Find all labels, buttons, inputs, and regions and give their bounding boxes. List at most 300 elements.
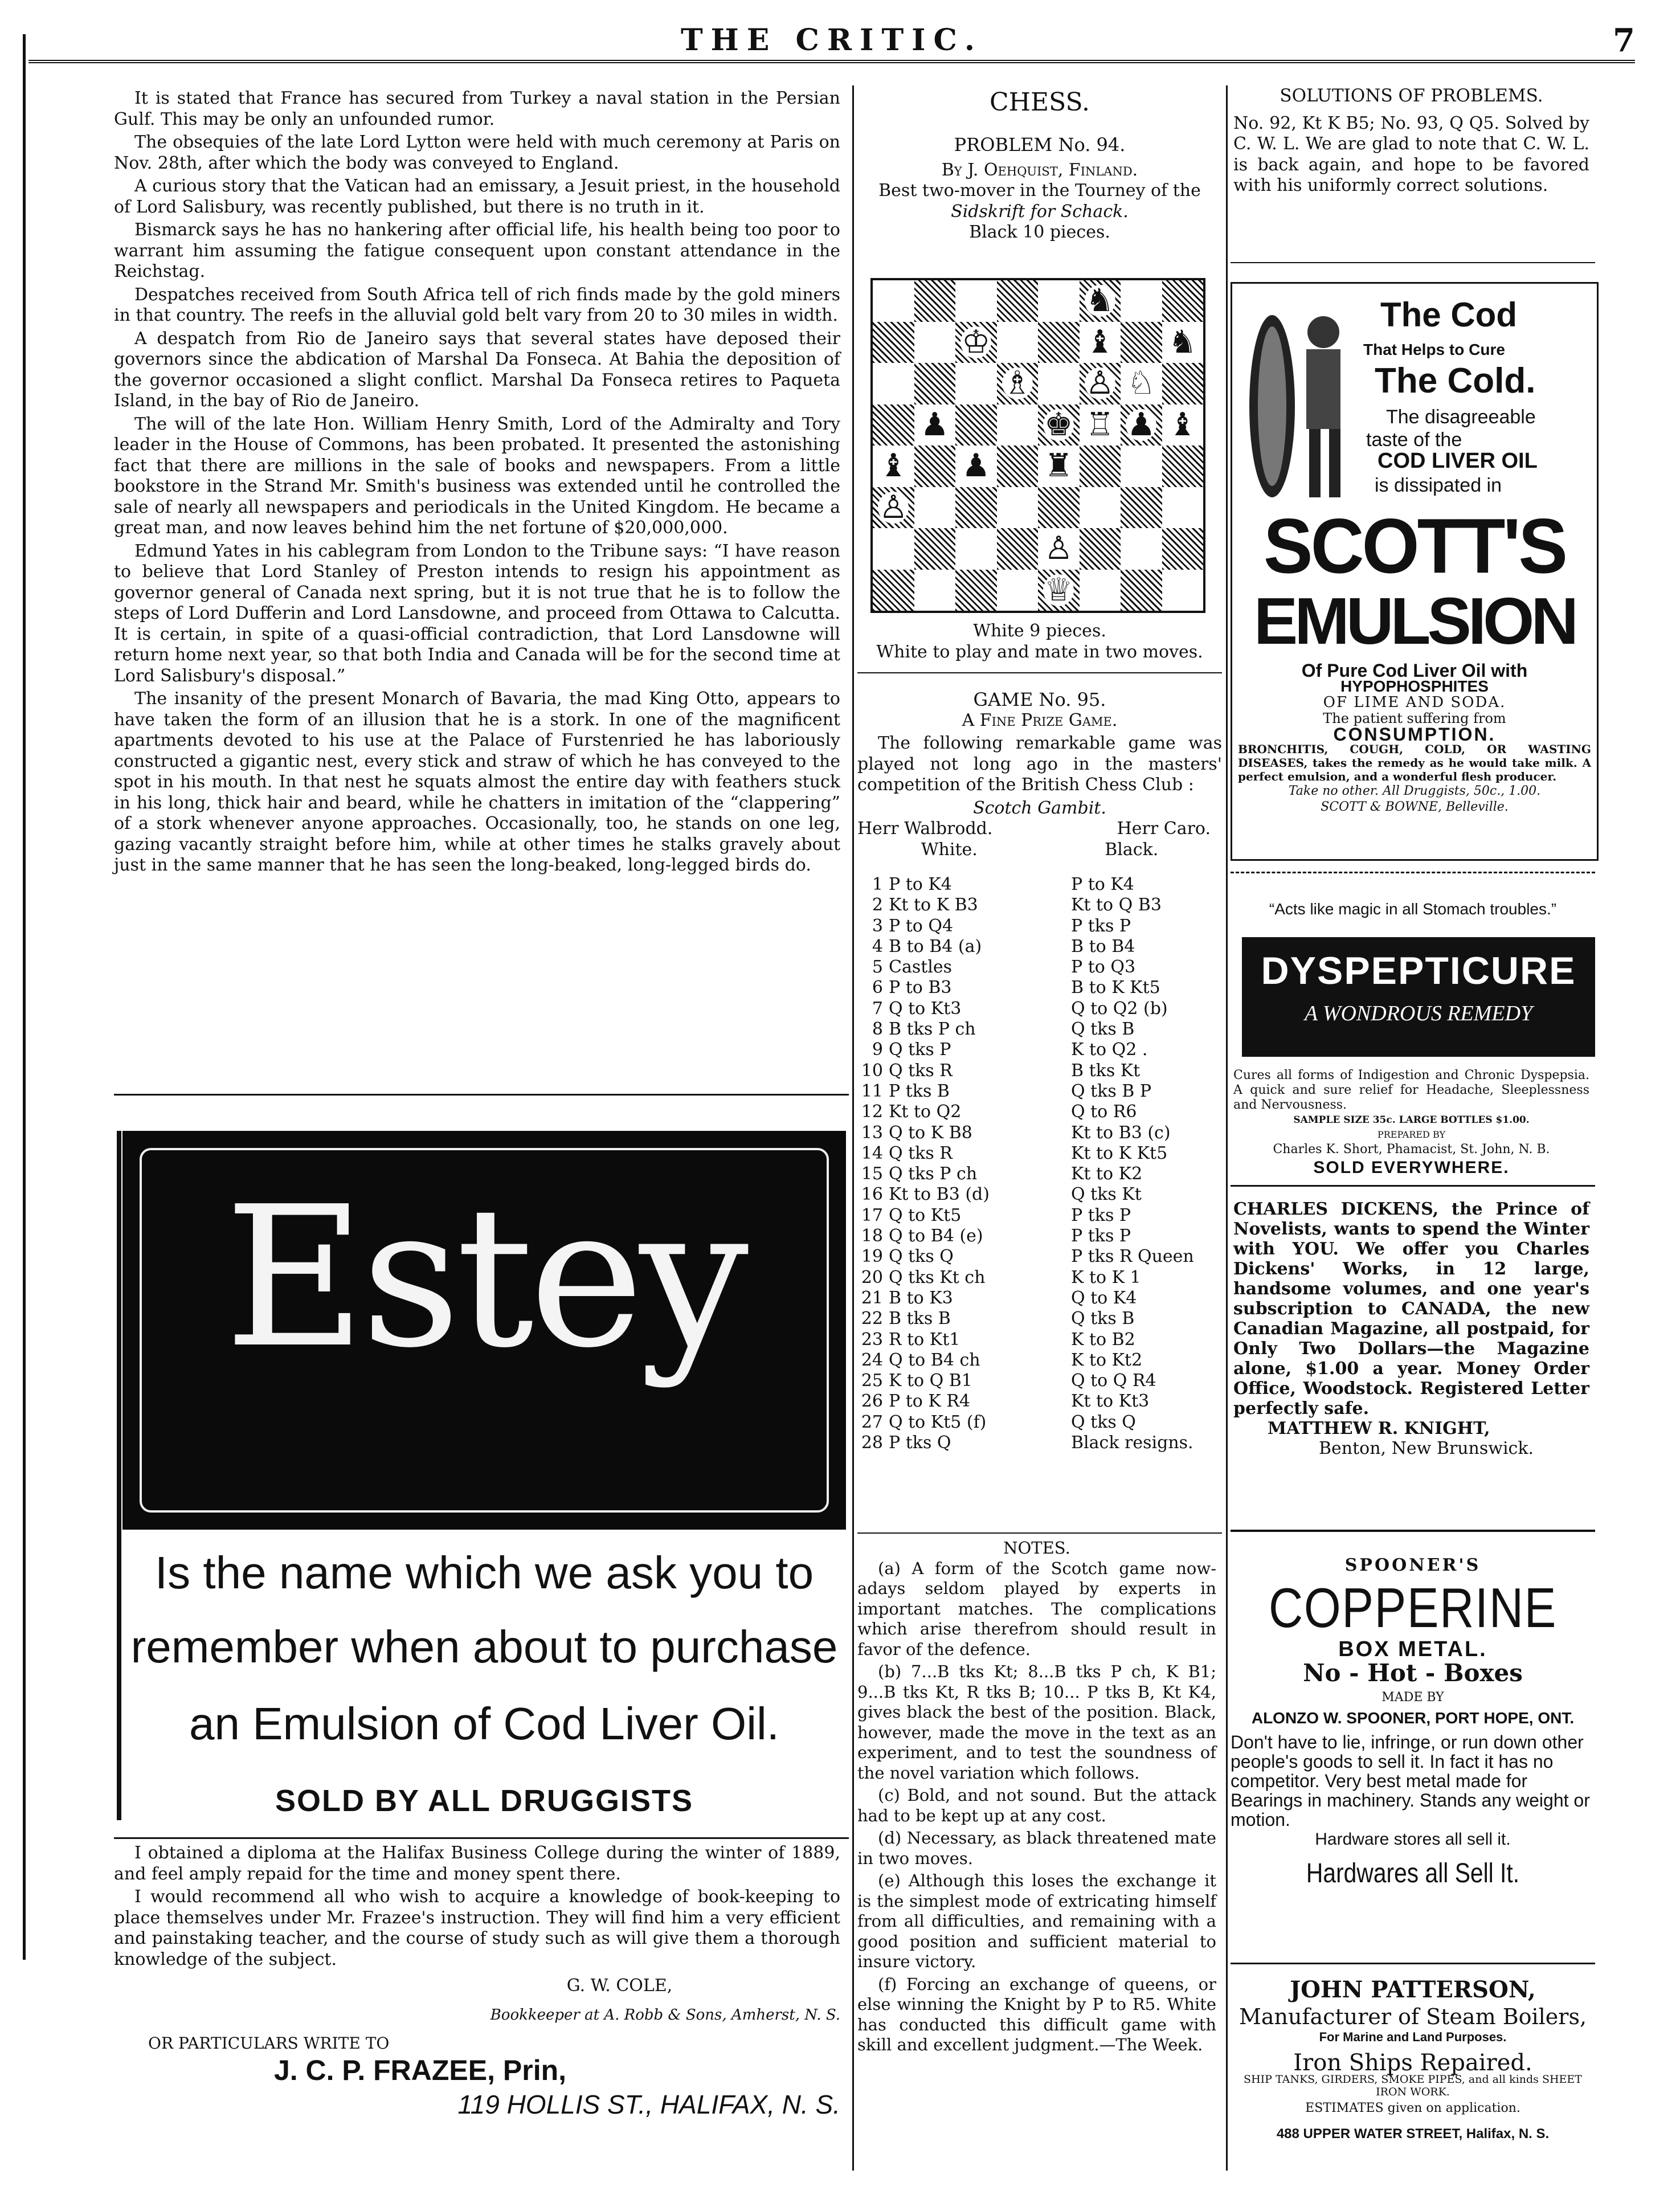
game-title: GAME No. 95. <box>973 689 1106 710</box>
note: (c) Bold, and not sound. But the attack had to be kept up at any cost. <box>857 1785 1216 1825</box>
copperine-text: Don't have to lie, infringe, or run down other people's goods to sell it. In fact it has no competitor. Very best metal made for Bearings in machinery. Stands any weight or motion. <box>1231 1731 1590 1830</box>
patterson-line: Iron Ships Repaired. <box>1293 2049 1532 2076</box>
patterson-line: SHIP TANKS, GIRDERS, SMOKE PIPES, and all kinds SHEET IRON WORK. <box>1244 2073 1582 2098</box>
move-number: 13 <box>861 1122 883 1143</box>
white-move: K to Q B1 <box>889 1371 972 1391</box>
white-move: P tks B <box>889 1081 950 1101</box>
estey-line: remember when about to purchase <box>130 1621 838 1672</box>
white-move: Q tks R <box>889 1143 953 1163</box>
problem-author: By J. Oehquist, Finland. <box>941 160 1138 180</box>
move-row <box>860 1143 1213 1164</box>
chess-piece: ♙ <box>1085 365 1114 402</box>
move-row <box>860 1019 1213 1040</box>
scotts-line: CONSUMPTION. <box>1333 724 1496 745</box>
board-square <box>1080 570 1121 611</box>
news-paragraph: Bismarck says he has no hankering after official life, his health being too poor to warrant him assuming the fatigue consequent upon constant attendance in the Reichstag. <box>114 220 840 281</box>
game-moves <box>860 874 1213 1453</box>
move-row <box>860 999 1213 1019</box>
board-square <box>1162 570 1204 611</box>
board-square <box>1080 404 1121 446</box>
chess-piece: ♗ <box>1003 365 1032 402</box>
board-square <box>1162 404 1204 446</box>
dyspepticure-sizes: SAMPLE SIZE 35c. LARGE BOTTLES $1.00. <box>1293 1114 1530 1126</box>
board-square <box>1162 487 1204 529</box>
copperine-line: MADE BY <box>1381 1690 1444 1705</box>
column-divider <box>1226 85 1228 2171</box>
board-square <box>1038 446 1080 487</box>
board-square <box>955 404 997 446</box>
scotts-line: Of Pure Cod Liver Oil with <box>1301 660 1528 681</box>
move-row <box>860 1288 1213 1309</box>
white-move: Q tks Kt ch <box>889 1267 986 1288</box>
solutions-block <box>1233 85 1589 199</box>
problem-footer <box>857 621 1222 663</box>
white-move: Q tks P ch <box>889 1164 978 1184</box>
particulars-label: OR PARTICULARS WRITE TO <box>148 2034 390 2053</box>
board-square <box>914 322 956 363</box>
solutions-heading: SOLUTIONS OF PROBLEMS. <box>1280 85 1543 106</box>
board-square <box>997 446 1039 487</box>
dyspepticure-sub: A WONDROUS REMEDY <box>1304 1002 1533 1025</box>
black-move: Q to Q R4 <box>1071 1371 1156 1391</box>
white-move: Q to Kt5 <box>889 1205 962 1225</box>
board-square <box>1162 446 1204 487</box>
problem-title: PROBLEM No. 94. <box>954 134 1126 156</box>
scotts-line: BRONCHITIS, COUGH, COLD, OR WASTING DISEASES, takes the remedy as he would take milk. A perfect emulsion, and a wonderful flesh producer. <box>1238 742 1591 783</box>
board-square <box>1121 280 1162 322</box>
move-number: 7 <box>872 998 883 1019</box>
move-number: 10 <box>861 1060 883 1081</box>
move-number: 8 <box>872 1019 883 1040</box>
chess-piece: ♕ <box>1044 571 1073 608</box>
white-move: B tks B <box>889 1309 951 1329</box>
board-square <box>873 404 914 446</box>
white-move: R to Kt1 <box>889 1329 960 1350</box>
black-move: Q tks B P <box>1071 1081 1152 1101</box>
patterson-ad <box>1231 1974 1595 2144</box>
section-rule <box>857 1532 1222 1534</box>
move-number: 5 <box>872 957 883 978</box>
chess-heading: CHESS. <box>989 88 1090 117</box>
move-number: 11 <box>861 1081 883 1101</box>
copperine-line: No - Hot - Boxes <box>1303 1659 1523 1687</box>
black-move: B to K Kt5 <box>1071 978 1160 998</box>
move-row <box>860 1164 1213 1184</box>
section-rule <box>1231 262 1595 263</box>
board-square <box>955 322 997 363</box>
black-move: P tks P <box>1071 1226 1131 1247</box>
move-row <box>860 1123 1213 1143</box>
black-move: Kt to K2 <box>1071 1164 1143 1184</box>
estey-frame-rule <box>117 1131 121 1820</box>
margin-rule <box>23 34 26 1960</box>
note: (d) Necessary, as black threatened mate in two moves. <box>857 1828 1216 1868</box>
note: (a) A form of the Scotch game now-adays seldom played by experts in important matches. The complications which arise therefrom should result in favor of the defence. <box>857 1558 1216 1659</box>
news-paragraph: A despatch from Rio de Janeiro says that several states have deposed their governors since the abdication of Marshal Da Fonseca. At Bahia the deposition of the governor occasioned a slight conflict. Marshal Da Fonseca retires to Paqueta Island, in the bay of Rio de Janeiro. <box>114 328 840 411</box>
black-move: P to K4 <box>1071 874 1134 894</box>
move-number: 12 <box>861 1102 883 1122</box>
black-move: Black resigns. <box>1071 1433 1193 1453</box>
move-row <box>860 1081 1213 1102</box>
testimonial-signer: G. W. COLE, <box>566 1976 673 1996</box>
board-square <box>955 487 997 529</box>
chess-piece: ♞ <box>1168 323 1197 361</box>
black-piece-count: Black 10 pieces. <box>969 222 1110 242</box>
board-square <box>1080 487 1121 529</box>
move-row <box>860 957 1213 978</box>
copperine-line: BOX METAL. <box>1338 1637 1487 1661</box>
chess-piece: ♙ <box>1044 530 1073 567</box>
black-move: P tks R Queen <box>1071 1247 1194 1267</box>
board-square <box>1038 322 1080 363</box>
board-square <box>1038 570 1080 611</box>
black-move: B to B4 <box>1071 936 1135 957</box>
chess-piece: ♚ <box>1044 406 1073 443</box>
chess-piece: ♙ <box>879 488 908 526</box>
scotts-brand: EMULSION <box>1253 584 1576 658</box>
board-square <box>1038 528 1080 570</box>
copperine-ad <box>1231 1555 1595 1889</box>
move-row <box>860 1184 1213 1205</box>
board-square <box>914 404 956 446</box>
black-move: P tks P <box>1071 916 1131 936</box>
white-move: B tks P ch <box>889 1019 976 1040</box>
board-square <box>1080 280 1121 322</box>
board-square <box>914 528 956 570</box>
white-player: Herr Walbrodd. <box>857 819 993 839</box>
news-paragraph: Edmund Yates in his cablegram from London to the Tribune says: “I have reason to believe that Lord Stanley of Preston intends to resign his appointment as governor general of Canada next spring, but it is not true that he is to follow the steps of Lord Dufferin and Lord Lansdowne, and proceed from Ottawa to Calcutta. It is certain, in spite of a quasi-official contradiction, that Lord Lansdowne will return home next year, so that both India and Canada will be for the second time at Lord Salisbury's disposal.” <box>114 541 840 686</box>
scotts-text: The disagreeable <box>1386 406 1536 428</box>
chess-header <box>857 85 1222 243</box>
chess-piece: ♝ <box>1085 323 1114 361</box>
board-square <box>914 280 956 322</box>
chess-piece: ♞ <box>1085 282 1114 320</box>
section-rule <box>114 1094 849 1096</box>
scotts-line: The patient suffering from <box>1323 710 1506 726</box>
dickens-place: Benton, New Brunswick. <box>1319 1438 1534 1458</box>
copperine-line: SPOONER'S <box>1344 1555 1481 1575</box>
white-label: White. <box>921 839 978 860</box>
board-square <box>1162 280 1204 322</box>
board-square <box>997 487 1039 529</box>
move-number: 21 <box>861 1288 883 1308</box>
dyspepticure-sold: SOLD EVERYWHERE. <box>1313 1158 1510 1177</box>
board-square <box>1038 363 1080 404</box>
move-number: 20 <box>861 1267 883 1288</box>
board-square <box>1121 487 1162 529</box>
copperine-brand: COPPERINE <box>1269 1576 1557 1639</box>
white-move: Kt to B3 (d) <box>889 1184 990 1205</box>
publication-title: THE CRITIC. <box>680 23 983 58</box>
move-row <box>860 1391 1213 1412</box>
board-square <box>1080 363 1121 404</box>
move-number: 1 <box>872 874 883 894</box>
black-move: Kt to Q B3 <box>1071 895 1162 916</box>
problem-task: White to play and mate in two moves. <box>876 641 1203 662</box>
copperine-line: ALONZO W. SPOONER, PORT HOPE, ONT. <box>1251 1709 1575 1727</box>
solutions-text: No. 92, Kt K B5; No. 93, Q Q5. Solved by C. W. L. We are glad to note that C. W. L. is back again, and hope to be favored with his uniformly correct solutions. <box>1233 113 1589 195</box>
black-move: Q to R6 <box>1071 1102 1137 1122</box>
notes-block <box>857 1538 1216 2058</box>
board-square <box>873 487 914 529</box>
game-opening: Scotch Gambit. <box>973 798 1106 818</box>
black-move: Q to K4 <box>1071 1288 1137 1308</box>
black-move: Kt to Kt3 <box>1071 1391 1150 1412</box>
section-rule <box>1231 1185 1595 1187</box>
page-number: 7 <box>1613 22 1635 59</box>
board-square <box>955 280 997 322</box>
estey-line: an Emulsion of Cod Liver Oil. <box>189 1698 779 1749</box>
move-number: 18 <box>861 1226 883 1247</box>
white-move: Q to Kt3 <box>889 998 962 1019</box>
move-number: 17 <box>861 1205 883 1225</box>
black-move: Kt to K Kt5 <box>1071 1143 1168 1163</box>
chess-piece: ♟ <box>962 447 991 485</box>
white-move: P to K R4 <box>889 1391 970 1412</box>
patterson-line: Manufacturer of Steam Boilers, <box>1238 2004 1587 2029</box>
scotts-subline: That Helps to Cure <box>1363 341 1505 358</box>
board-square <box>914 363 956 404</box>
white-move: Kt to K B3 <box>889 895 978 916</box>
board-square <box>1121 570 1162 611</box>
dyspepticure-name: DYSPEPTICURE <box>1261 949 1576 992</box>
note: (b) 7...B tks Kt; 8...B tks P ch, K B1; 9...B tks Kt, R tks B; 10... P tks B, Kt K4, gives black the best of the position. Black, however, made the move in the text as an experiment, and to test the soundness of the novel variation which follows. <box>857 1662 1216 1783</box>
board-square <box>914 487 956 529</box>
scotts-brand: SCOTT'S <box>1263 502 1566 590</box>
scotts-text: taste of the <box>1366 429 1462 451</box>
chess-piece: ♖ <box>1085 406 1114 443</box>
chess-piece: ♘ <box>1127 365 1156 402</box>
board-square <box>1121 404 1162 446</box>
scotts-line: OF LIME AND SODA. <box>1323 694 1506 711</box>
black-move: Q tks B <box>1071 1309 1135 1329</box>
board-square <box>1080 322 1121 363</box>
estey-brand: Estey <box>224 1165 745 1391</box>
section-rule <box>1231 1963 1595 1964</box>
scotts-text: COD LIVER OIL <box>1377 449 1538 473</box>
white-move: P to Q4 <box>889 916 954 936</box>
news-column <box>114 88 840 878</box>
section-rule <box>114 1837 849 1839</box>
dyspepticure-prepared: PREPARED BY <box>1377 1129 1446 1140</box>
move-row <box>860 1268 1213 1288</box>
white-move: B to B4 (a) <box>889 936 982 957</box>
board-square <box>1038 280 1080 322</box>
dickens-ad <box>1233 1199 1589 1458</box>
move-number: 19 <box>861 1247 883 1267</box>
fisherman-illustration <box>1238 298 1369 509</box>
move-row <box>860 1102 1213 1122</box>
section-rule <box>1231 872 1595 873</box>
dyspepticure-body <box>1233 1068 1589 1175</box>
board-square <box>1121 446 1162 487</box>
dyspepticure-maker: Charles K. Short, Phamacist, St. John, N. B. <box>1273 1142 1550 1156</box>
black-player: Herr Caro. <box>1117 819 1211 839</box>
move-row <box>860 978 1213 998</box>
news-paragraph: It is stated that France has secured from Turkey a naval station in the Persian Gulf. This may be only an unfounded rumor. <box>114 88 840 129</box>
board-square <box>1162 363 1204 404</box>
white-move: B to K3 <box>889 1288 953 1308</box>
move-number: 26 <box>861 1391 883 1412</box>
move-row <box>860 1350 1213 1371</box>
chess-piece: ♝ <box>1168 406 1197 443</box>
white-move: P to B3 <box>889 978 952 998</box>
board-square <box>997 280 1039 322</box>
dyspepticure-text: Cures all forms of Indigestion and Chronic Dyspepsia. A quick and sure relief for Headache, Sleeplessness and Nervousness. <box>1233 1068 1589 1112</box>
problem-source: Sidskrift for Schack. <box>951 201 1129 222</box>
black-move: Q to Q2 (b) <box>1071 998 1168 1019</box>
dickens-signer: MATTHEW R. KNIGHT, <box>1268 1419 1490 1438</box>
dyspepticure-logo <box>1242 937 1595 1057</box>
frazee-address: 119 HOLLIS ST., HALIFAX, N. S. <box>457 2090 840 2119</box>
board-square <box>873 528 914 570</box>
copperine-line: Hardware stores all sell it. <box>1315 1829 1511 1849</box>
board-square <box>914 570 956 611</box>
board-square <box>997 528 1039 570</box>
white-move: Q tks R <box>889 1060 953 1081</box>
scotts-line: SCOTT & BOWNE, Belleville. <box>1321 800 1509 814</box>
board-square <box>955 570 997 611</box>
dyspepticure-tagline: “Acts like magic in all Stomach troubles.” <box>1269 900 1557 918</box>
estey-sold: SOLD BY ALL DRUGGISTS <box>275 1784 694 1818</box>
white-move: P tks Q <box>889 1433 951 1453</box>
board-square <box>873 322 914 363</box>
chess-piece: ♟ <box>920 406 949 443</box>
black-move: K to K 1 <box>1071 1267 1141 1288</box>
testimonial-paragraph: I would recommend all who wish to acquire a knowledge of book-keeping to place themselves under Mr. Frazee's instruction. They will find him a very efficient and painstaking teacher, and the course of study such as will give them a thorough knowledge of the subject. <box>114 1887 840 1969</box>
move-row <box>860 1040 1213 1060</box>
masthead <box>28 17 1635 57</box>
black-move: K to Q2 . <box>1071 1040 1148 1060</box>
board-square <box>1121 363 1162 404</box>
white-move: Q to B4 (e) <box>889 1226 983 1247</box>
news-paragraph: Despatches received from South Africa tell of rich finds made by the gold miners in that country. The reefs in the alluvial gold belt vary from 20 to 30 miles in width. <box>114 284 840 325</box>
board-square <box>873 570 914 611</box>
board-square <box>955 528 997 570</box>
board-square <box>997 363 1039 404</box>
board-square <box>1080 528 1121 570</box>
black-move: Q tks Q <box>1071 1412 1136 1432</box>
move-row <box>860 1247 1213 1267</box>
board-square <box>1038 404 1080 446</box>
patterson-line: For Marine and Land Purposes. <box>1319 2030 1507 2044</box>
copperine-line: Hardwares all Sell It. <box>1306 1858 1520 1889</box>
white-move: Q to Kt5 (f) <box>889 1412 987 1432</box>
estey-line: Is the name which we ask you to <box>154 1547 814 1598</box>
move-row <box>860 1226 1213 1247</box>
move-row <box>860 874 1213 895</box>
move-number: 6 <box>872 978 883 998</box>
black-move: K to B2 <box>1071 1329 1135 1350</box>
board-square <box>1121 322 1162 363</box>
move-row <box>860 1371 1213 1391</box>
players-row <box>857 819 1222 840</box>
news-paragraph: A curious story that the Vatican had an emissary, a Jesuit priest, in the household of Lord Salisbury, was recently published, but there is no truth in it. <box>114 176 840 217</box>
problem-description: Best two-mover in the Tourney of the <box>878 181 1201 201</box>
estey-banner <box>122 1131 846 1530</box>
board-square <box>1162 528 1204 570</box>
white-move: Castles <box>889 957 953 978</box>
black-move: P to Q3 <box>1071 957 1136 978</box>
news-paragraph: The obsequies of the late Lord Lytton were held with much ceremony at Paris on Nov. 28th, after which the body was conveyed to England. <box>114 132 840 173</box>
black-label: Black. <box>1105 839 1159 860</box>
news-paragraph: The will of the late Hon. William Henry Smith, Lord of the Admiralty and Tory leader in the House of Commons, has been probated. It presented the astonishing fact that there are millions in the sale of books and newspapers. From a little bookstore in the Strand Mr. Smith's business was extended until he controlled the sale of nearly all newspapers and periodicals in the United Kingdom. He became a great man, and now leaves behind him the net fortune of $20,000,000. <box>114 414 840 538</box>
move-number: 25 <box>861 1371 883 1391</box>
black-move: Q tks B <box>1071 1019 1135 1040</box>
board-square <box>955 446 997 487</box>
board-square <box>1080 446 1121 487</box>
frazee-testimonial <box>114 1843 840 2119</box>
scotts-headline: The Cold. <box>1375 361 1536 400</box>
game-intro: The following remarkable game was played not long ago in the masters' competition of the British Chess Club : <box>857 733 1222 795</box>
move-row <box>860 937 1213 957</box>
scotts-line: Take no other. All Druggists, 50c., 1.00. <box>1288 784 1541 798</box>
board-square <box>1162 322 1204 363</box>
move-row <box>860 1205 1213 1226</box>
move-row <box>860 1330 1213 1350</box>
scotts-line: HYPOPHOSPHITES <box>1340 677 1489 695</box>
move-number: 3 <box>872 916 883 936</box>
black-move: Kt to B3 (c) <box>1071 1122 1171 1143</box>
chess-piece: ♜ <box>1044 447 1073 485</box>
white-move: Q to B4 ch <box>889 1350 980 1370</box>
move-number: 9 <box>872 1040 883 1060</box>
patterson-line: 488 UPPER WATER STREET, Halifax, N. S. <box>1276 2126 1550 2141</box>
notes-title: NOTES. <box>1003 1538 1070 1558</box>
white-move: Q to K B8 <box>889 1122 972 1143</box>
move-number: 2 <box>872 895 883 916</box>
white-move: Q tks P <box>889 1040 951 1060</box>
board-square <box>873 363 914 404</box>
chess-piece: ♔ <box>962 323 991 361</box>
chess-board <box>870 278 1205 613</box>
board-square <box>955 363 997 404</box>
color-row <box>857 840 1222 861</box>
note: (f) Forcing an exchange of queens, or else winning the Knight by P to R5. White has conducted this difficult game with skill and excellent judgment.—The Week. <box>857 1974 1216 2054</box>
patterson-line: ESTIMATES given on application. <box>1305 2101 1520 2115</box>
chess-piece: ♟ <box>1127 406 1156 443</box>
scotts-headline: The Cod <box>1380 296 1517 334</box>
note: (e) Although this loses the exchange it is the simplest mode of extricating himself from all difficulties, and remaining with a good position and sufficient material to insure victory. <box>857 1871 1216 1971</box>
board-square <box>997 322 1039 363</box>
move-row <box>860 1309 1213 1329</box>
move-number: 4 <box>872 936 883 957</box>
move-number: 23 <box>861 1329 883 1350</box>
column-divider <box>852 85 854 2171</box>
black-move: B tks Kt <box>1071 1060 1141 1081</box>
testimonial-paragraph: I obtained a diploma at the Halifax Business College during the winter of 1889, and feel amply repaid for the time and money spent there. <box>114 1843 840 1884</box>
board-square <box>873 280 914 322</box>
section-rule <box>1231 1530 1595 1532</box>
move-row <box>860 1061 1213 1081</box>
board-square <box>1121 528 1162 570</box>
board-square <box>997 570 1039 611</box>
white-move: Q tks Q <box>889 1247 954 1267</box>
move-row <box>860 895 1213 916</box>
move-number: 14 <box>861 1143 883 1163</box>
move-number: 16 <box>861 1184 883 1205</box>
game-header <box>857 684 1222 860</box>
white-move: P to K4 <box>889 874 952 894</box>
move-row <box>860 916 1213 937</box>
black-move: P tks P <box>1071 1205 1131 1225</box>
testimonial-signer-title: Bookkeeper at A. Robb & Sons, Amherst, N. S. <box>490 2006 840 2024</box>
move-number: 15 <box>861 1164 883 1184</box>
move-row <box>860 1412 1213 1433</box>
dickens-text: CHARLES DICKENS, the Prince of Novelists, wants to spend the Winter with YOU. We offer you Charles Dickens' Works, in 12 large, handsome volumes, and one year's subscription to CANADA, the new Canadian Magazine, all postpaid, for Only Two Dollars—the Magazine alone, $1.00 a year. Money Order Office, Woodstock. Registered Letter perfectly safe. <box>1233 1199 1589 1419</box>
white-piece-count: White 9 pieces. <box>973 621 1106 641</box>
scotts-emulsion-ad <box>1231 282 1599 861</box>
